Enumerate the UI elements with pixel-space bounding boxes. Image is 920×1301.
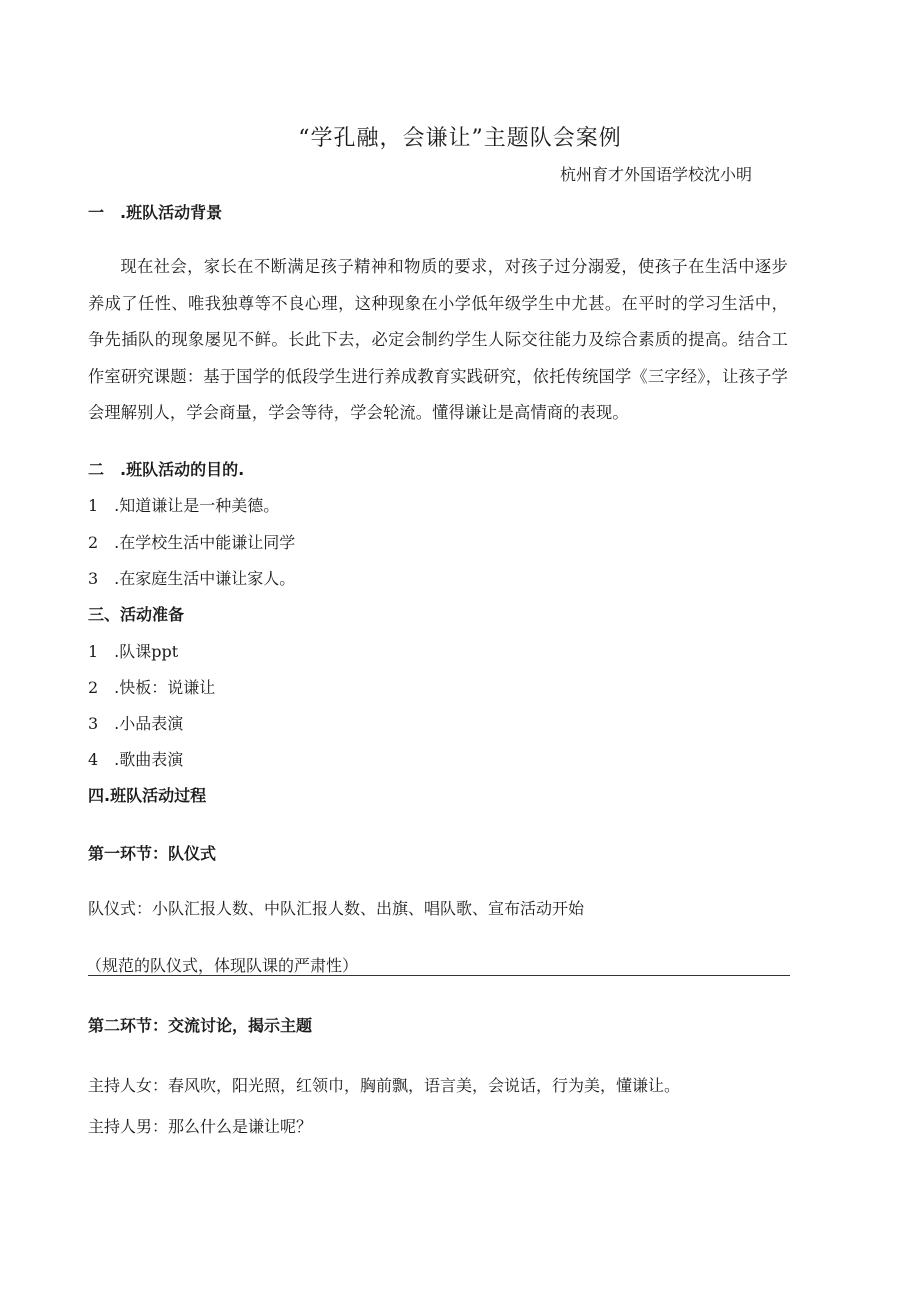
prep-item-3: 3 .小品表演	[88, 714, 184, 733]
part2-heading: 第二环节：交流讨论，揭示主题	[88, 1016, 313, 1035]
author-line: 杭州育才外国语学校沈小明	[560, 165, 753, 184]
goal-item-2: 2 .在学校生活中能谦让同学	[88, 533, 296, 552]
goal-item-1: 1 .知道谦让是一种美德。	[88, 496, 280, 515]
horizontal-divider	[88, 975, 790, 976]
goal-item-3: 3 .在家庭生活中谦让家人。	[88, 569, 296, 588]
part1-heading: 第一环节：队仪式	[88, 844, 217, 863]
dialogue-line-2: 主持人男：那么什么是谦让呢？	[88, 1117, 313, 1136]
document-title: “学孔融，会谦让”主题队会案例	[298, 126, 622, 151]
prep-item-4: 4 .歌曲表演	[88, 750, 184, 769]
part1-text: 队仪式：小队汇报人数、中队汇报人数、出旗、唱队歌、宣布活动开始	[88, 899, 585, 918]
background-paragraph: 现在社会，家长在不断满足孩子精神和物质的要求，对孩子过分溺爱，使孩子在生活中逐步养成了任性、唯我独尊等不良心理，这种现象在小学低年级学生中尤甚。在平时的学习生活中，争先插队的现象屡见不鲜。长此下去，必定会制约学生人际交往能力及综合素质的提高。结合工作室研究课题：基于国学的低段学生进行养成教育实践研究，依托传统国学《三字经》，让孩子学会理解别人，学会商量，学会等待，学会轮流。懂得谦让是高情商的表现。	[88, 257, 788, 422]
prep-item-1: 1 .队课ppt	[88, 642, 179, 661]
prep-item-2: 2 .快板：说谦让	[88, 678, 216, 697]
dialogue-line-1: 主持人女：春风吹，阳光照，红领巾，胸前飘，语言美，会说话，行为美，懂谦让。	[88, 1076, 681, 1095]
part1-note: （规范的队仪式，体现队课的严肃性）	[86, 956, 359, 975]
section-heading-preparation: 三、活动准备	[88, 605, 185, 624]
section-heading-goals: 二 .班队活动的目的.	[88, 460, 245, 479]
section-heading-background: 一 .班队活动背景	[88, 203, 223, 222]
section-heading-process: 四.班队活动过程	[88, 786, 207, 805]
